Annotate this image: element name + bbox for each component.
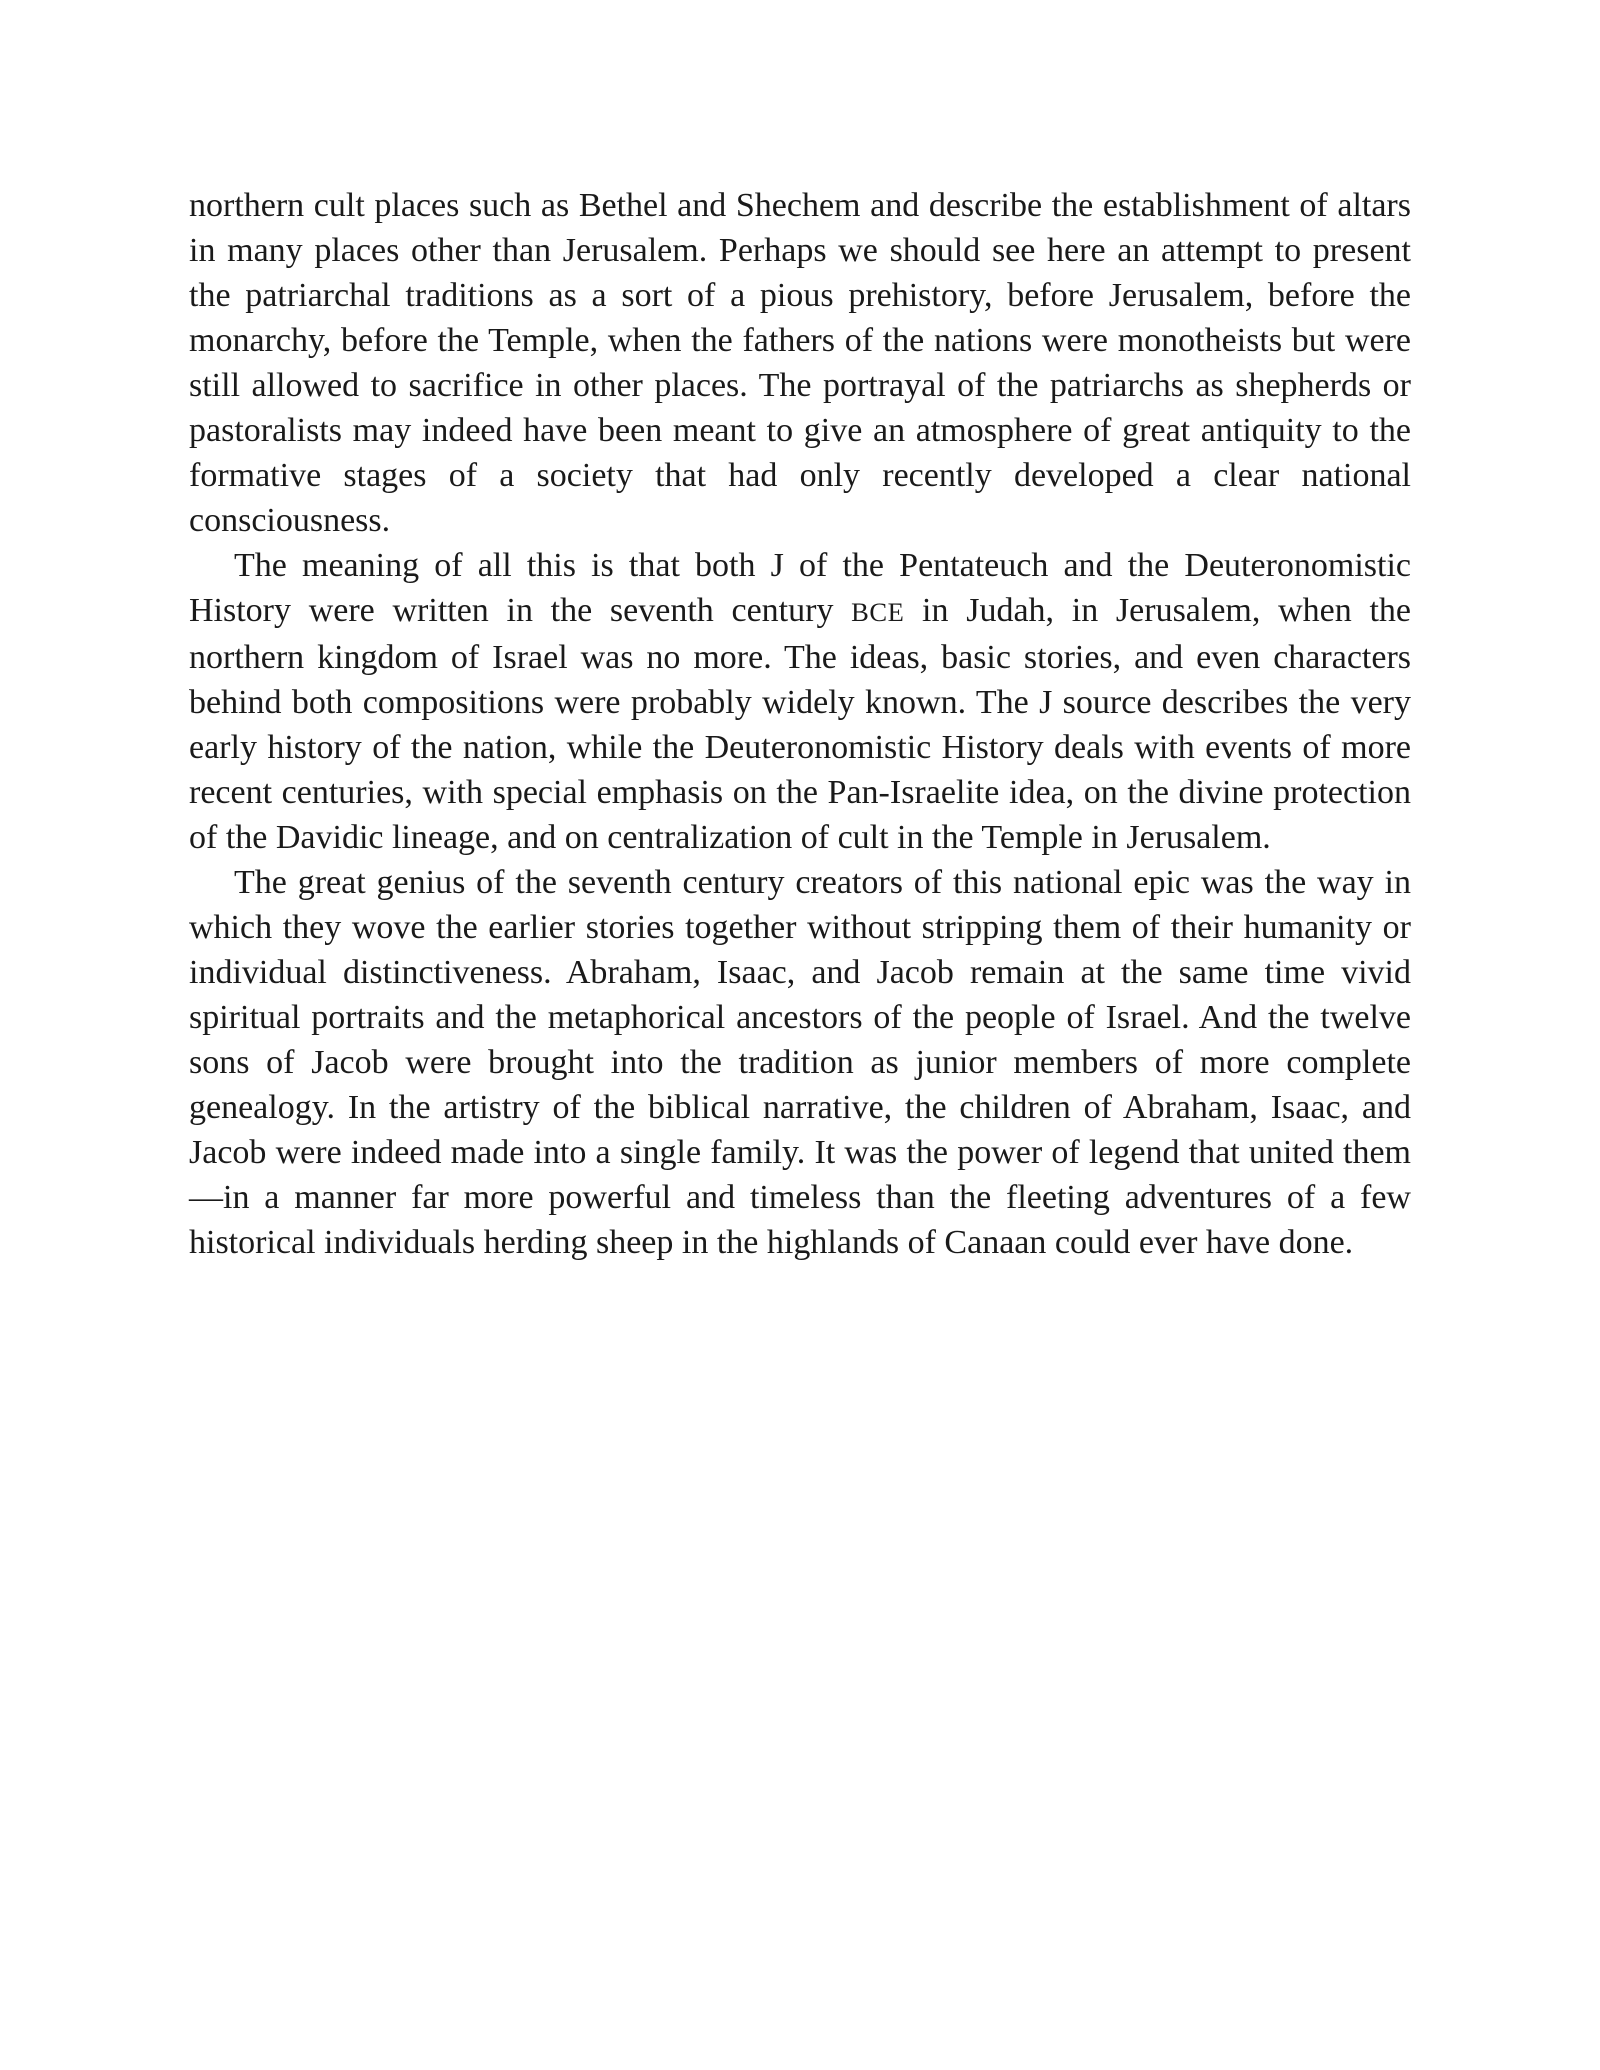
body-text <box>189 183 1411 1265</box>
paragraph-2 <box>189 543 1411 860</box>
era-abbreviation: BCE <box>851 597 905 627</box>
paragraph-2-part-2: in Judah, in Jerusalem, when the northern kingdom of Israel was no more. The ideas, basic stories, and even characters behind both compositions were probably widely known. The J source describes the very early history of the nation, while the Deuteronomistic History deals with events of more recent centuries, with special emphasis on the Pan-Israelite idea, on the divine protection of the Davidic lineage, and on centralization of cult in the Temple in Jerusalem. <box>189 592 1411 856</box>
paragraph-1: northern cult places such as Bethel and Shechem and describe the establishment of altars in many places other than Jerusalem. Perhaps we should see here an attempt to present the patriarchal traditions as a sort of a pious prehistory, before Jerusalem, before the monarchy, before the Temple, when the fathers of the nations were monotheists but were still allowed to sacrifice in other places. The portrayal of the patriarchs as shepherds or pastoralists may indeed have been meant to give an atmosphere of great antiquity to the formative stages of a society that had only recently developed a clear national consciousness. <box>189 187 1411 539</box>
paragraph-3: The great genius of the seventh century creators of this national epic was the way in which they wove the earlier stories together without stripping them of their humanity or individual distinctiveness. Abraham, Isaac, and Jacob remain at the same time vivid spiritual portraits and the metaphorical ancestors of the people of Israel. And the twelve sons of Jacob were brought into the tradition as junior members of more complete genealogy. In the artistry of the biblical narrative, the children of Abraham, Isaac, and Jacob were indeed made into a single family. It was the power of legend that united them—in a manner far more powerful and timeless than the fleeting adventures of a few historical individuals herding sheep in the highlands of Canaan could ever have done. <box>189 864 1411 1261</box>
paragraph-2-part-1: The meaning of all this is that both J of the Pentateuch and the Deuteronomistic History were written in the seventh century <box>189 547 1411 629</box>
